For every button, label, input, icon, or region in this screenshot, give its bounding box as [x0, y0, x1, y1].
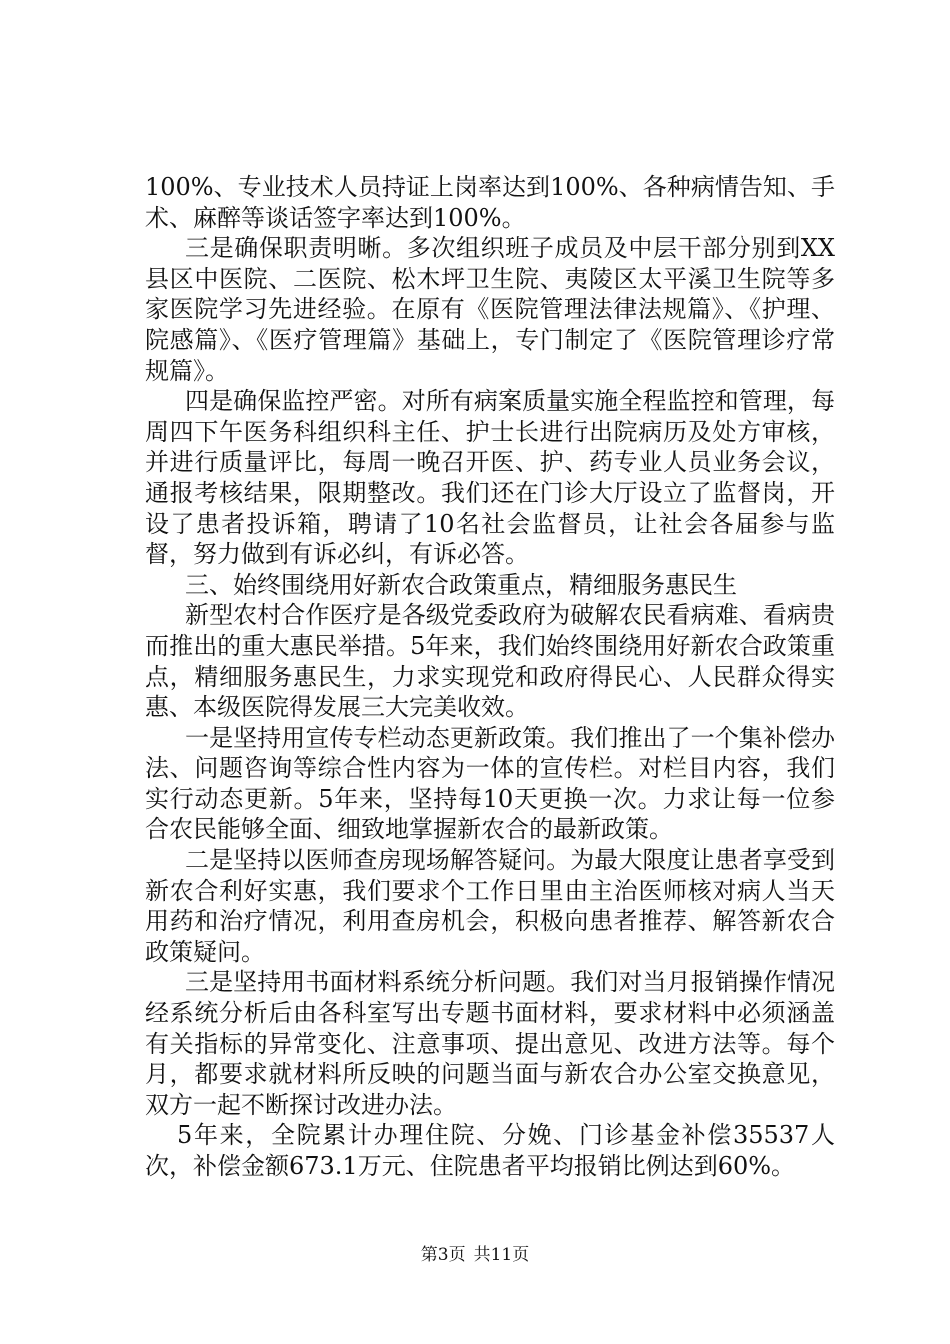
section-heading-ncms-policy: 三、始终围绕用好新农合政策重点，精细服务惠民生	[185, 570, 737, 599]
paragraph-ward-rounds: 二是坚持以医师查房现场解答疑问。为最大限度让患者享受到新农合利好实惠，我们要求个工作日里由主治医师核对病人当天用药和治疗情况，利用查房机会，积极向患者推荐、解答新农合政策疑问。	[145, 846, 835, 966]
paragraph-rates-continued: 100%、专业技术人员持证上岗率达到100%、各种病情告知、手术、麻醉等谈话签字率达到100%。	[145, 173, 835, 232]
page-number: 第3页	[420, 1245, 466, 1265]
paragraph-strict-monitoring: 四是确保监控严密。对所有病案质量实施全程监控和管理，每周四下午医务科组织科主任、护士长进行出院病历及处方审核，并进行质量评比，每周一晚召开医、护、药专业人员业务会议，通报考核结果，限期整改。我们还在门诊大厅设立了监督岗，开设了患者投诉箱，聘请了10名社会监督员，让社会各届参与监督，努力做到有诉必纠，有诉必答。	[145, 387, 835, 569]
page-footer	[0, 1244, 950, 1266]
paragraph-publicity-column: 一是坚持用宣传专栏动态更新政策。我们推出了一个集补偿办法、问题咨询等综合性内容为一体的宣传栏。对栏目内容，我们实行动态更新。5年来，坚持每10天更换一次。力求让每一位参合农民能够全面、细致地掌握新农合的最新政策。	[145, 723, 835, 844]
page-total: 共11页	[473, 1245, 530, 1265]
paragraph-ncms-intro: 新型农村合作医疗是各级党委政府为破解农民看病难、看病贵而推出的重大惠民举措。5年来，我们始终围绕用好新农合政策重点，精细服务惠民生，力求实现党和政府得民心、人民群众得实惠、本级医院得发展三大完美收效。	[145, 601, 835, 722]
paragraph-written-analysis: 三是坚持用书面材料系统分析问题。我们对当月报销操作情况经系统分析后由各科室写出专题书面材料，要求材料中必须涵盖有关指标的异常变化、注意事项、提出意见、改进方法等。每个月，都要求就材料所反映的问题当面与新农合办公室交换意见，双方一起不断探讨改进办法。	[145, 968, 835, 1119]
paragraph-summary-statistics: 5年来，全院累计办理住院、分娩、门诊基金补偿35537人次，补偿金额673.1万元、住院患者平均报销比例达到60%。	[145, 1121, 835, 1180]
document-body	[145, 172, 835, 1182]
paragraph-clear-responsibilities: 三是确保职责明晰。多次组织班子成员及中层干部分别到XX县区中医院、二医院、松木坪卫生院、夷陵区太平溪卫生院等多家医院学习先进经验。在原有《医院管理法律法规篇》、《护理、院感篇》、《医疗管理篇》基础上，专门制定了《医院管理诊疗常规篇》。	[145, 234, 835, 385]
